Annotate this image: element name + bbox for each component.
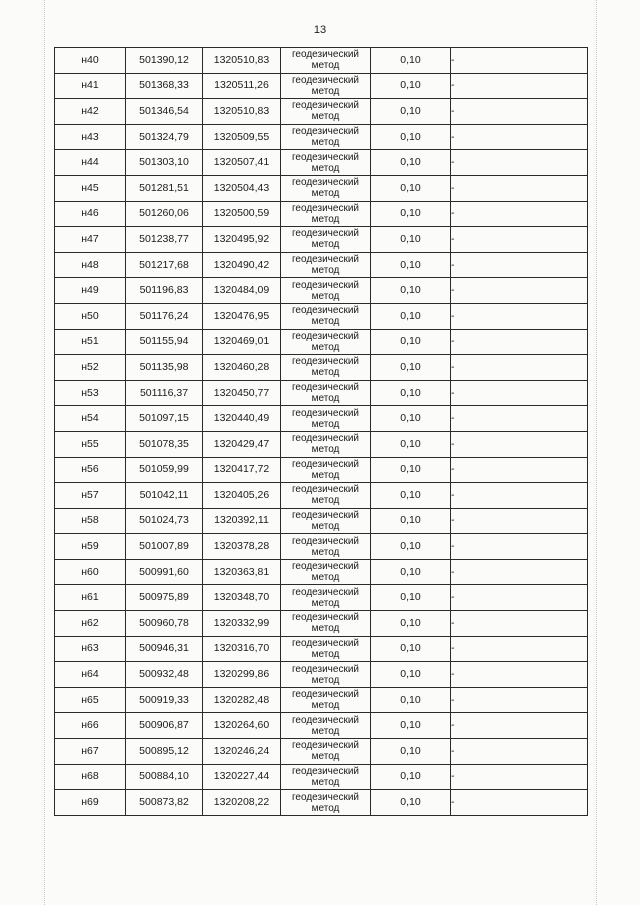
- x-coordinate-cell: 501007,89: [126, 534, 203, 560]
- note-cell: -: [451, 585, 588, 611]
- table-row: [55, 636, 588, 662]
- point-number-cell: н62: [55, 611, 126, 637]
- x-coordinate-cell: 501155,94: [126, 329, 203, 355]
- y-coordinate-cell: 1320484,09: [203, 278, 281, 304]
- method-cell: геодезический метод: [281, 406, 371, 432]
- x-coordinate-cell: 500946,31: [126, 636, 203, 662]
- accuracy-cell: 0,10: [371, 278, 451, 304]
- note-cell: -: [451, 636, 588, 662]
- note-cell: -: [451, 303, 588, 329]
- y-coordinate-cell: 1320429,47: [203, 431, 281, 457]
- x-coordinate-cell: 501324,79: [126, 124, 203, 150]
- table-row: [55, 227, 588, 253]
- note-cell: -: [451, 150, 588, 176]
- accuracy-cell: 0,10: [371, 227, 451, 253]
- accuracy-cell: 0,10: [371, 175, 451, 201]
- note-cell: -: [451, 611, 588, 637]
- method-cell: геодезический метод: [281, 790, 371, 816]
- x-coordinate-cell: 500932,48: [126, 662, 203, 688]
- accuracy-cell: 0,10: [371, 687, 451, 713]
- x-coordinate-cell: 500884,10: [126, 764, 203, 790]
- x-coordinate-cell: 501346,54: [126, 99, 203, 125]
- accuracy-cell: 0,10: [371, 99, 451, 125]
- method-cell: геодезический метод: [281, 457, 371, 483]
- accuracy-cell: 0,10: [371, 252, 451, 278]
- y-coordinate-cell: 1320316,70: [203, 636, 281, 662]
- method-cell: геодезический метод: [281, 764, 371, 790]
- y-coordinate-cell: 1320264,60: [203, 713, 281, 739]
- method-cell: геодезический метод: [281, 534, 371, 560]
- note-cell: -: [451, 739, 588, 765]
- y-coordinate-cell: 1320450,77: [203, 380, 281, 406]
- point-number-cell: н45: [55, 175, 126, 201]
- y-coordinate-cell: 1320476,95: [203, 303, 281, 329]
- note-cell: -: [451, 355, 588, 381]
- x-coordinate-cell: 500991,60: [126, 559, 203, 585]
- accuracy-cell: 0,10: [371, 201, 451, 227]
- table-row: [55, 303, 588, 329]
- method-cell: геодезический метод: [281, 252, 371, 278]
- note-cell: -: [451, 764, 588, 790]
- method-cell: геодезический метод: [281, 636, 371, 662]
- method-cell: геодезический метод: [281, 150, 371, 176]
- point-number-cell: н57: [55, 483, 126, 509]
- y-coordinate-cell: 1320363,81: [203, 559, 281, 585]
- method-cell: геодезический метод: [281, 739, 371, 765]
- note-cell: -: [451, 252, 588, 278]
- accuracy-cell: 0,10: [371, 73, 451, 99]
- table-row: [55, 713, 588, 739]
- method-cell: геодезический метод: [281, 201, 371, 227]
- note-cell: -: [451, 508, 588, 534]
- note-cell: -: [451, 48, 588, 74]
- accuracy-cell: 0,10: [371, 124, 451, 150]
- note-cell: -: [451, 406, 588, 432]
- table-row: [55, 611, 588, 637]
- accuracy-cell: 0,10: [371, 739, 451, 765]
- table-row: [55, 124, 588, 150]
- y-coordinate-cell: 1320405,26: [203, 483, 281, 509]
- y-coordinate-cell: 1320348,70: [203, 585, 281, 611]
- table-row: [55, 329, 588, 355]
- accuracy-cell: 0,10: [371, 534, 451, 560]
- table-row: [55, 790, 588, 816]
- table-row: [55, 483, 588, 509]
- method-cell: геодезический метод: [281, 508, 371, 534]
- y-coordinate-cell: 1320510,83: [203, 99, 281, 125]
- point-number-cell: н40: [55, 48, 126, 74]
- table-row: [55, 201, 588, 227]
- accuracy-cell: 0,10: [371, 559, 451, 585]
- y-coordinate-cell: 1320227,44: [203, 764, 281, 790]
- accuracy-cell: 0,10: [371, 713, 451, 739]
- x-coordinate-cell: 501024,73: [126, 508, 203, 534]
- y-coordinate-cell: 1320440,49: [203, 406, 281, 432]
- table-row: [55, 73, 588, 99]
- coordinates-table-body: [55, 48, 588, 816]
- y-coordinate-cell: 1320490,42: [203, 252, 281, 278]
- x-coordinate-cell: 500960,78: [126, 611, 203, 637]
- table-row: [55, 48, 588, 74]
- y-coordinate-cell: 1320469,01: [203, 329, 281, 355]
- note-cell: -: [451, 201, 588, 227]
- y-coordinate-cell: 1320509,55: [203, 124, 281, 150]
- method-cell: геодезический метод: [281, 278, 371, 304]
- point-number-cell: н46: [55, 201, 126, 227]
- x-coordinate-cell: 500975,89: [126, 585, 203, 611]
- x-coordinate-cell: 501059,99: [126, 457, 203, 483]
- method-cell: геодезический метод: [281, 227, 371, 253]
- method-cell: геодезический метод: [281, 73, 371, 99]
- y-coordinate-cell: 1320299,86: [203, 662, 281, 688]
- point-number-cell: н68: [55, 764, 126, 790]
- note-cell: -: [451, 559, 588, 585]
- point-number-cell: н43: [55, 124, 126, 150]
- x-coordinate-cell: 501116,37: [126, 380, 203, 406]
- table-row: [55, 585, 588, 611]
- point-number-cell: н48: [55, 252, 126, 278]
- point-number-cell: н63: [55, 636, 126, 662]
- x-coordinate-cell: 500895,12: [126, 739, 203, 765]
- point-number-cell: н59: [55, 534, 126, 560]
- method-cell: геодезический метод: [281, 431, 371, 457]
- x-coordinate-cell: 501176,24: [126, 303, 203, 329]
- accuracy-cell: 0,10: [371, 636, 451, 662]
- method-cell: геодезический метод: [281, 99, 371, 125]
- note-cell: -: [451, 175, 588, 201]
- point-number-cell: н56: [55, 457, 126, 483]
- page-number: 13: [313, 24, 327, 36]
- table-row: [55, 355, 588, 381]
- table-row: [55, 431, 588, 457]
- point-number-cell: н49: [55, 278, 126, 304]
- table-row: [55, 508, 588, 534]
- table-row: [55, 150, 588, 176]
- method-cell: геодезический метод: [281, 175, 371, 201]
- table-row: [55, 739, 588, 765]
- table-row: [55, 278, 588, 304]
- x-coordinate-cell: 501135,98: [126, 355, 203, 381]
- accuracy-cell: 0,10: [371, 329, 451, 355]
- note-cell: -: [451, 457, 588, 483]
- method-cell: геодезический метод: [281, 303, 371, 329]
- point-number-cell: н50: [55, 303, 126, 329]
- point-number-cell: н60: [55, 559, 126, 585]
- x-coordinate-cell: 501078,35: [126, 431, 203, 457]
- coordinates-table: [54, 47, 588, 816]
- accuracy-cell: 0,10: [371, 457, 451, 483]
- y-coordinate-cell: 1320246,24: [203, 739, 281, 765]
- accuracy-cell: 0,10: [371, 790, 451, 816]
- y-coordinate-cell: 1320378,28: [203, 534, 281, 560]
- x-coordinate-cell: 501042,11: [126, 483, 203, 509]
- method-cell: геодезический метод: [281, 611, 371, 637]
- accuracy-cell: 0,10: [371, 355, 451, 381]
- note-cell: -: [451, 687, 588, 713]
- accuracy-cell: 0,10: [371, 508, 451, 534]
- x-coordinate-cell: 500873,82: [126, 790, 203, 816]
- x-coordinate-cell: 501281,51: [126, 175, 203, 201]
- point-number-cell: н47: [55, 227, 126, 253]
- table-row: [55, 99, 588, 125]
- x-coordinate-cell: 501238,77: [126, 227, 203, 253]
- point-number-cell: н66: [55, 713, 126, 739]
- note-cell: -: [451, 124, 588, 150]
- note-cell: -: [451, 380, 588, 406]
- y-coordinate-cell: 1320504,43: [203, 175, 281, 201]
- accuracy-cell: 0,10: [371, 431, 451, 457]
- x-coordinate-cell: 500919,33: [126, 687, 203, 713]
- accuracy-cell: 0,10: [371, 303, 451, 329]
- note-cell: -: [451, 431, 588, 457]
- y-coordinate-cell: 1320417,72: [203, 457, 281, 483]
- table-row: [55, 687, 588, 713]
- accuracy-cell: 0,10: [371, 483, 451, 509]
- accuracy-cell: 0,10: [371, 585, 451, 611]
- note-cell: -: [451, 99, 588, 125]
- note-cell: -: [451, 278, 588, 304]
- note-cell: -: [451, 73, 588, 99]
- method-cell: геодезический метод: [281, 483, 371, 509]
- accuracy-cell: 0,10: [371, 48, 451, 74]
- right-margin-line: [596, 0, 597, 905]
- method-cell: геодезический метод: [281, 380, 371, 406]
- table-row: [55, 662, 588, 688]
- y-coordinate-cell: 1320511,26: [203, 73, 281, 99]
- point-number-cell: н58: [55, 508, 126, 534]
- note-cell: -: [451, 790, 588, 816]
- method-cell: геодезический метод: [281, 124, 371, 150]
- point-number-cell: н65: [55, 687, 126, 713]
- method-cell: геодезический метод: [281, 662, 371, 688]
- note-cell: -: [451, 329, 588, 355]
- accuracy-cell: 0,10: [371, 764, 451, 790]
- point-number-cell: н64: [55, 662, 126, 688]
- point-number-cell: н67: [55, 739, 126, 765]
- method-cell: геодезический метод: [281, 355, 371, 381]
- table-row: [55, 764, 588, 790]
- left-margin-line: [44, 0, 45, 905]
- method-cell: геодезический метод: [281, 585, 371, 611]
- x-coordinate-cell: 501217,68: [126, 252, 203, 278]
- point-number-cell: н53: [55, 380, 126, 406]
- note-cell: -: [451, 662, 588, 688]
- y-coordinate-cell: 1320507,41: [203, 150, 281, 176]
- note-cell: -: [451, 227, 588, 253]
- accuracy-cell: 0,10: [371, 150, 451, 176]
- table-row: [55, 406, 588, 432]
- method-cell: геодезический метод: [281, 713, 371, 739]
- method-cell: геодезический метод: [281, 687, 371, 713]
- x-coordinate-cell: 501196,83: [126, 278, 203, 304]
- point-number-cell: н42: [55, 99, 126, 125]
- accuracy-cell: 0,10: [371, 380, 451, 406]
- x-coordinate-cell: 501390,12: [126, 48, 203, 74]
- accuracy-cell: 0,10: [371, 662, 451, 688]
- x-coordinate-cell: 501260,06: [126, 201, 203, 227]
- point-number-cell: н55: [55, 431, 126, 457]
- x-coordinate-cell: 501303,10: [126, 150, 203, 176]
- accuracy-cell: 0,10: [371, 611, 451, 637]
- y-coordinate-cell: 1320510,83: [203, 48, 281, 74]
- table-row: [55, 559, 588, 585]
- point-number-cell: н69: [55, 790, 126, 816]
- table-row: [55, 252, 588, 278]
- method-cell: геодезический метод: [281, 329, 371, 355]
- x-coordinate-cell: 501368,33: [126, 73, 203, 99]
- x-coordinate-cell: 501097,15: [126, 406, 203, 432]
- y-coordinate-cell: 1320332,99: [203, 611, 281, 637]
- point-number-cell: н41: [55, 73, 126, 99]
- method-cell: геодезический метод: [281, 48, 371, 74]
- note-cell: -: [451, 713, 588, 739]
- y-coordinate-cell: 1320282,48: [203, 687, 281, 713]
- y-coordinate-cell: 1320208,22: [203, 790, 281, 816]
- note-cell: -: [451, 483, 588, 509]
- x-coordinate-cell: 500906,87: [126, 713, 203, 739]
- table-row: [55, 175, 588, 201]
- point-number-cell: н51: [55, 329, 126, 355]
- accuracy-cell: 0,10: [371, 406, 451, 432]
- y-coordinate-cell: 1320500,59: [203, 201, 281, 227]
- point-number-cell: н61: [55, 585, 126, 611]
- table-row: [55, 534, 588, 560]
- y-coordinate-cell: 1320460,28: [203, 355, 281, 381]
- y-coordinate-cell: 1320495,92: [203, 227, 281, 253]
- note-cell: -: [451, 534, 588, 560]
- point-number-cell: н54: [55, 406, 126, 432]
- point-number-cell: н44: [55, 150, 126, 176]
- table-row: [55, 457, 588, 483]
- point-number-cell: н52: [55, 355, 126, 381]
- table-row: [55, 380, 588, 406]
- y-coordinate-cell: 1320392,11: [203, 508, 281, 534]
- method-cell: геодезический метод: [281, 559, 371, 585]
